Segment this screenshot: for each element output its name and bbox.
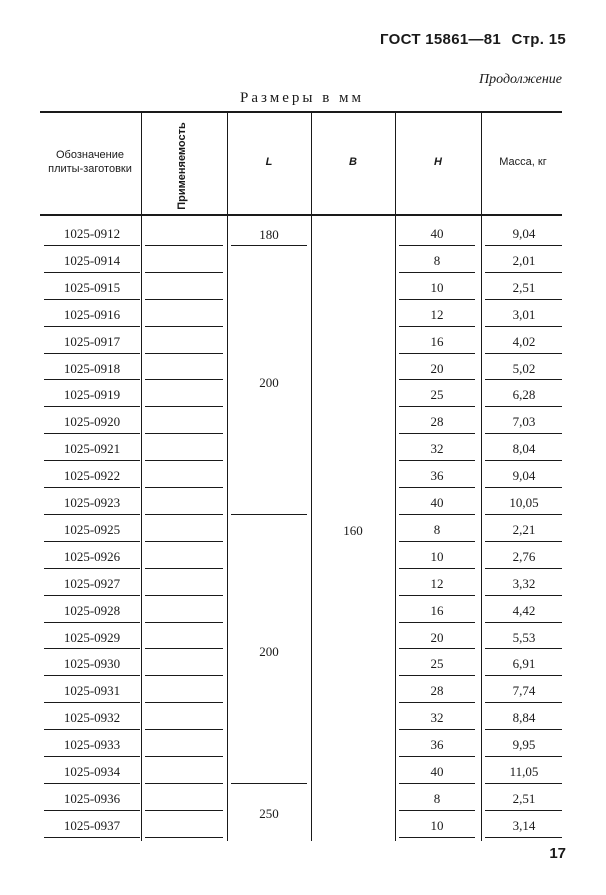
designation-cell: 1025-0920 (63, 414, 121, 430)
row-rule-designation (44, 810, 140, 811)
row-rule-designation (44, 595, 140, 596)
row-rule-height (399, 595, 475, 596)
row-rule-usage (145, 729, 223, 730)
column-rule (141, 111, 142, 841)
page-header (380, 31, 566, 48)
row-rule-designation (44, 406, 140, 407)
page-number: 17 (549, 845, 566, 862)
row-rule-usage (145, 353, 223, 354)
height-cell: 10 (430, 548, 444, 564)
mass-cell: 2,51 (512, 790, 536, 806)
column-rule (227, 111, 228, 841)
mass-cell: 6,91 (512, 656, 536, 672)
row-rule-height (399, 837, 475, 838)
height-cell: 40 (430, 226, 444, 241)
row-rule-usage (145, 595, 223, 596)
header-designation (40, 148, 140, 176)
height-cell: 28 (430, 683, 444, 699)
mass-cell: 3,14 (512, 817, 536, 833)
row-rule-usage (145, 460, 223, 461)
row-rule-designation (44, 541, 140, 542)
height-cell: 10 (430, 817, 444, 833)
mass-cell: 2,51 (512, 279, 536, 295)
row-rule-designation (44, 433, 140, 434)
row-rule-usage (145, 622, 223, 623)
row-rule-mass (485, 702, 562, 703)
row-rule-height (399, 353, 475, 354)
header-designation-line2: плиты-заготовки (48, 163, 132, 175)
row-rule-mass (485, 675, 562, 676)
designation-cell: 1025-0925 (63, 521, 121, 537)
row-rule-usage (145, 245, 223, 246)
row-rule-mass (485, 729, 562, 730)
row-rule-height (399, 702, 475, 703)
length-group-cell: 200 (259, 375, 279, 391)
row-rule-designation (44, 353, 140, 354)
column-rule (481, 111, 482, 841)
mass-cell: 10,05 (509, 495, 539, 510)
row-rule-mass (485, 487, 562, 488)
designation-cell: 1025-0919 (63, 387, 121, 403)
row-rule-designation (44, 756, 140, 757)
row-rule-designation (44, 379, 140, 380)
height-cell: 36 (430, 737, 444, 753)
mass-cell: 2,21 (512, 521, 536, 537)
height-cell: 12 (430, 306, 444, 322)
height-cell: 36 (430, 468, 444, 484)
row-rule-usage (145, 541, 223, 542)
row-rule-mass (485, 568, 562, 569)
height-cell: 32 (430, 441, 444, 457)
designation-cell: 1025-0932 (63, 710, 121, 726)
row-rule-height (399, 245, 475, 246)
designation-cell: 1025-0916 (63, 306, 121, 322)
height-cell: 8 (433, 790, 441, 806)
designation-cell: 1025-0926 (63, 548, 121, 564)
mass-cell: 8,04 (512, 441, 536, 457)
mass-cell: 2,01 (512, 252, 536, 268)
mass-cell: 7,74 (512, 683, 536, 699)
row-rule-height (399, 675, 475, 676)
continuation-label: Продолжение (479, 72, 562, 87)
row-rule-mass (485, 837, 562, 838)
row-rule-height (399, 487, 475, 488)
row-rule-mass (485, 756, 562, 757)
row-rule-designation (44, 702, 140, 703)
mass-cell: 3,32 (512, 575, 536, 591)
row-rule-height (399, 272, 475, 273)
row-rule-mass (485, 433, 562, 434)
row-rule-height (399, 648, 475, 649)
designation-cell: 1025-0917 (63, 333, 121, 349)
row-rule-height (399, 299, 475, 300)
table-top-rule (40, 111, 562, 113)
row-rule-height (399, 729, 475, 730)
row-rule-usage (145, 648, 223, 649)
row-rule-usage (145, 406, 223, 407)
row-rule-height (399, 622, 475, 623)
designation-cell: 1025-0918 (63, 360, 121, 376)
row-rule-mass (485, 541, 562, 542)
page-label: Стр. 15 (511, 31, 566, 48)
row-rule-mass (485, 245, 562, 246)
row-rule-designation (44, 837, 140, 838)
row-rule-usage (145, 675, 223, 676)
row-rule-designation (44, 783, 140, 784)
row-rule-designation (44, 568, 140, 569)
row-rule-usage (145, 272, 223, 273)
row-rule-usage (145, 433, 223, 434)
row-rule-designation (44, 648, 140, 649)
length-group-cell: 200 (259, 644, 279, 660)
row-rule-usage (145, 783, 223, 784)
width-group-cell: 160 (343, 523, 363, 539)
row-rule-designation (44, 514, 140, 515)
row-rule-designation (44, 675, 140, 676)
row-rule-mass (485, 648, 562, 649)
designation-cell: 1025-0923 (63, 495, 121, 510)
height-cell: 10 (430, 279, 444, 295)
row-rule-designation (44, 622, 140, 623)
height-cell: 12 (430, 575, 444, 591)
designation-cell: 1025-0931 (63, 683, 121, 699)
height-cell: 16 (430, 333, 444, 349)
height-cell: 16 (430, 602, 444, 618)
units-title: Размеры в мм (240, 90, 365, 106)
row-rule-usage (145, 756, 223, 757)
row-rule-height (399, 756, 475, 757)
row-rule-usage (145, 837, 223, 838)
row-rule-height (399, 783, 475, 784)
mass-cell: 7,03 (512, 414, 536, 430)
mass-cell: 9,04 (512, 468, 536, 484)
height-cell: 20 (430, 360, 444, 376)
row-rule-mass (485, 326, 562, 327)
length-group-cell: 180 (259, 227, 279, 243)
row-rule-height (399, 514, 475, 515)
header-H: H (434, 156, 442, 168)
row-rule-height (399, 460, 475, 461)
length-group-rule (231, 783, 307, 784)
height-cell: 8 (433, 521, 441, 537)
row-rule-usage (145, 810, 223, 811)
row-rule-usage (145, 326, 223, 327)
height-cell: 28 (430, 414, 444, 430)
mass-cell: 4,42 (512, 602, 536, 618)
designation-cell: 1025-0934 (63, 764, 121, 779)
row-rule-usage (145, 568, 223, 569)
row-rule-mass (485, 595, 562, 596)
designation-cell: 1025-0933 (63, 737, 121, 753)
column-rule (311, 111, 312, 841)
row-rule-usage (145, 299, 223, 300)
row-rule-usage (145, 702, 223, 703)
row-rule-designation (44, 460, 140, 461)
mass-cell: 3,01 (512, 306, 536, 322)
height-cell: 25 (430, 656, 444, 672)
row-rule-mass (485, 353, 562, 354)
height-cell: 20 (430, 629, 444, 645)
designation-cell: 1025-0915 (63, 279, 121, 295)
mass-cell: 5,53 (512, 629, 536, 645)
row-rule-mass (485, 379, 562, 380)
designation-cell: 1025-0929 (63, 629, 121, 645)
row-rule-usage (145, 514, 223, 515)
header-usage: Применяемость (176, 122, 188, 210)
row-rule-mass (485, 272, 562, 273)
length-group-rule (231, 245, 307, 246)
row-rule-height (399, 810, 475, 811)
row-rule-mass (485, 514, 562, 515)
designation-cell: 1025-0928 (63, 602, 121, 618)
row-rule-designation (44, 729, 140, 730)
row-rule-mass (485, 460, 562, 461)
row-rule-mass (485, 810, 562, 811)
row-rule-height (399, 433, 475, 434)
column-rule (395, 111, 396, 841)
row-rule-height (399, 406, 475, 407)
mass-cell: 4,02 (512, 333, 536, 349)
designation-cell: 1025-0922 (63, 468, 121, 484)
standard-number: ГОСТ 15861—81 (380, 31, 502, 48)
row-rule-height (399, 568, 475, 569)
header-bottom-rule (40, 214, 562, 216)
row-rule-usage (145, 379, 223, 380)
row-rule-usage (145, 487, 223, 488)
row-rule-designation (44, 245, 140, 246)
header-B: B (349, 156, 357, 168)
header-designation-line1: Обозначение (55, 149, 125, 161)
height-cell: 40 (430, 495, 444, 510)
length-group-cell: 250 (259, 805, 279, 821)
header-mass: Масса, кг (499, 156, 547, 168)
row-rule-height (399, 541, 475, 542)
mass-cell: 8,84 (512, 710, 536, 726)
row-rule-height (399, 326, 475, 327)
length-group-rule (231, 514, 307, 515)
designation-cell: 1025-0937 (63, 817, 121, 833)
row-rule-mass (485, 406, 562, 407)
row-rule-height (399, 379, 475, 380)
designation-cell: 1025-0927 (63, 575, 121, 591)
height-cell: 8 (433, 252, 441, 268)
designation-cell: 1025-0912 (63, 226, 121, 241)
row-rule-designation (44, 272, 140, 273)
row-rule-designation (44, 299, 140, 300)
designation-cell: 1025-0921 (63, 441, 121, 457)
row-rule-designation (44, 326, 140, 327)
header-L: L (265, 156, 273, 168)
designation-cell: 1025-0930 (63, 656, 121, 672)
designation-cell: 1025-0936 (63, 790, 121, 806)
designation-cell: 1025-0914 (63, 252, 121, 268)
row-rule-mass (485, 783, 562, 784)
mass-cell: 9,95 (512, 737, 536, 753)
mass-cell: 11,05 (509, 764, 539, 779)
row-rule-mass (485, 622, 562, 623)
height-cell: 32 (430, 710, 444, 726)
mass-cell: 5,02 (512, 360, 536, 376)
row-rule-designation (44, 487, 140, 488)
height-cell: 25 (430, 387, 444, 403)
row-rule-mass (485, 299, 562, 300)
mass-cell: 6,28 (512, 387, 536, 403)
height-cell: 40 (430, 764, 444, 779)
mass-cell: 9,04 (512, 226, 536, 241)
mass-cell: 2,76 (512, 548, 536, 564)
